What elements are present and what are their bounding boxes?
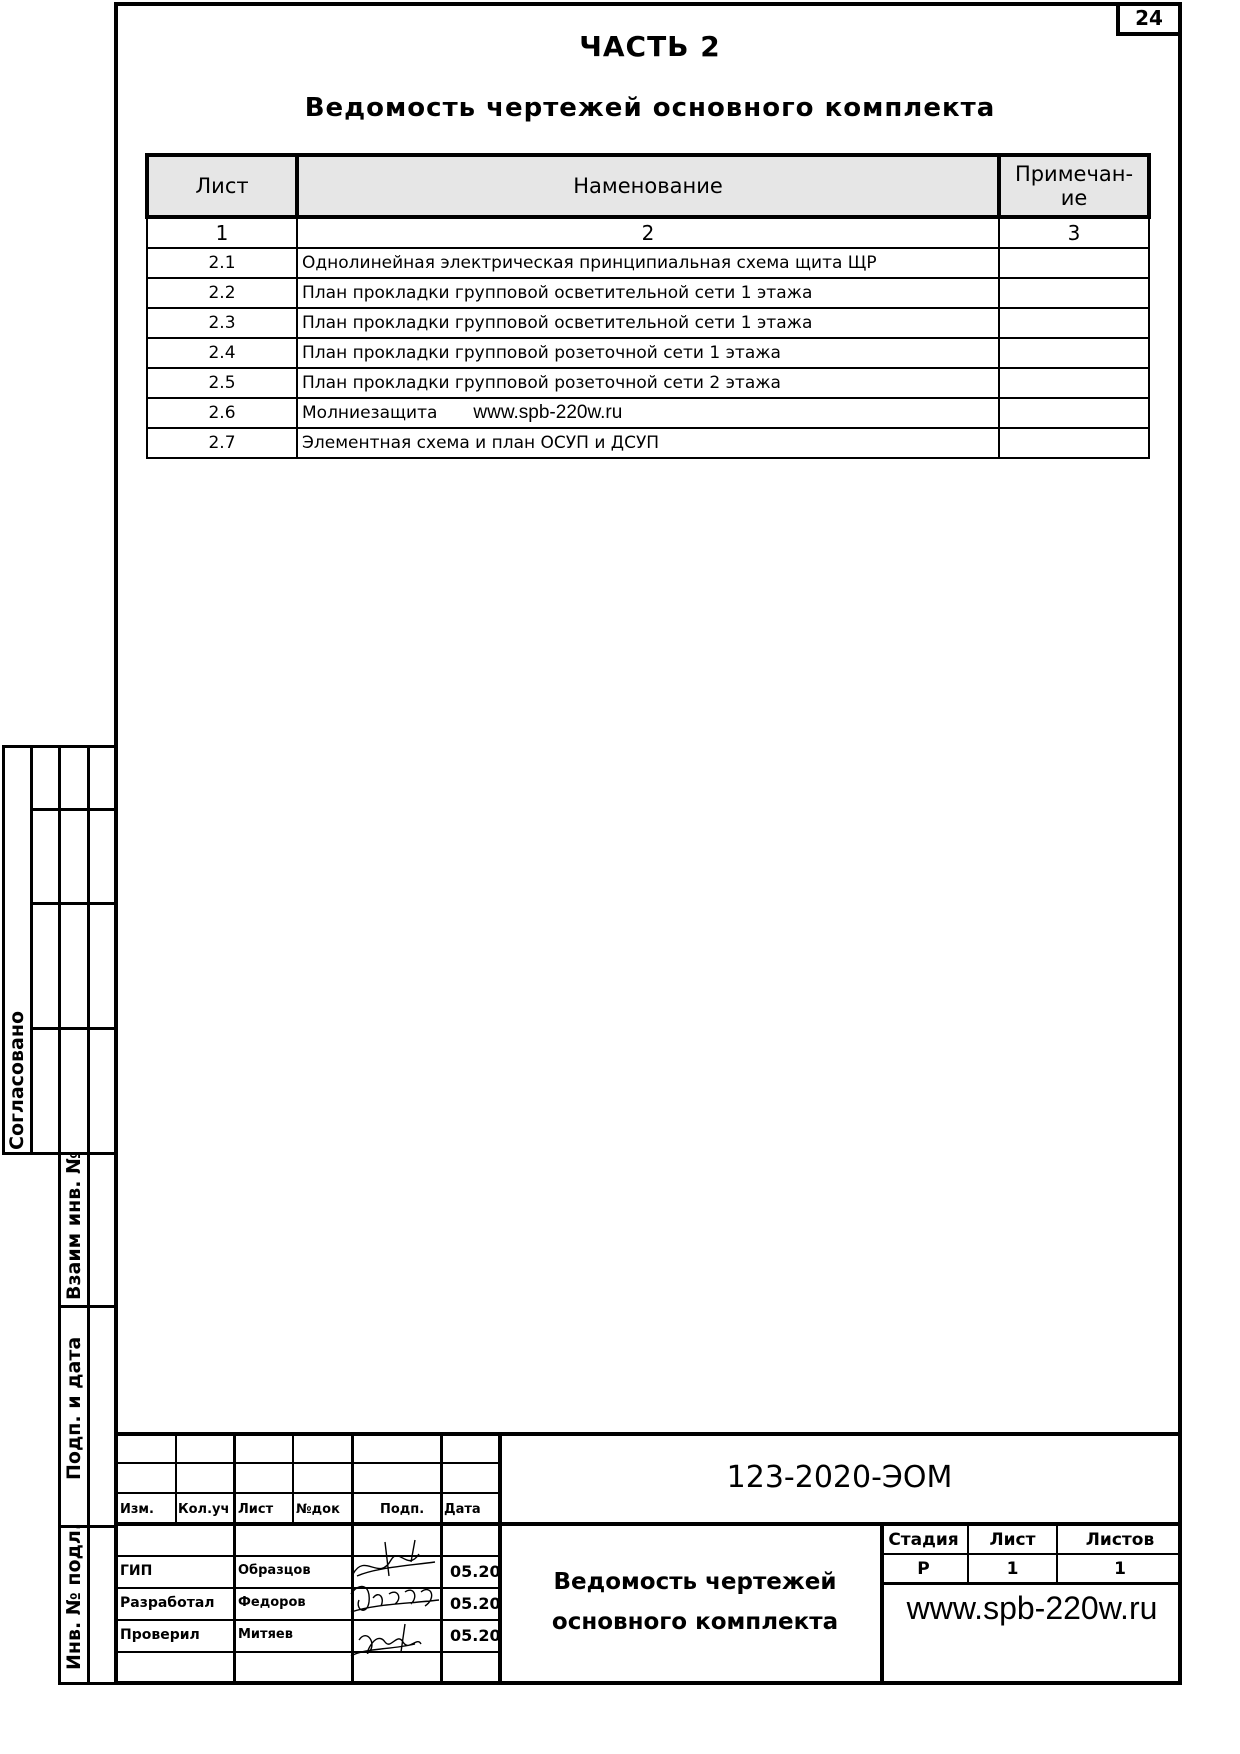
sheets-label: Листов xyxy=(1085,1530,1155,1550)
note-cell xyxy=(999,368,1149,398)
index-cell: 2 xyxy=(297,217,999,248)
person-name: Федоров xyxy=(238,1595,306,1610)
divider xyxy=(30,1027,117,1030)
col-header-sign: Подп. xyxy=(380,1502,425,1517)
name-cell: План прокладки групповой розеточной сети 1 этажа xyxy=(297,338,999,368)
signatures-image xyxy=(345,1532,445,1672)
index-cell: 1 xyxy=(147,217,297,248)
table-row xyxy=(147,248,1149,278)
table-row xyxy=(147,368,1149,398)
divider xyxy=(233,1434,236,1685)
agreed-label: Согласовано xyxy=(6,1010,28,1150)
name-text: Молниезащита xyxy=(302,403,438,423)
divider xyxy=(175,1434,177,1524)
role-label: Проверил xyxy=(120,1627,200,1643)
page-number: 24 xyxy=(1116,2,1182,36)
sign-date: 05.20 xyxy=(450,1594,501,1613)
note-cell xyxy=(999,428,1149,458)
sheet-cell: 2.5 xyxy=(147,368,297,398)
index-cell: 3 xyxy=(999,217,1149,248)
divider xyxy=(87,1152,90,1685)
sheet-title xyxy=(520,1562,870,1642)
sheet-title-line1: Ведомость чертежей xyxy=(553,1569,837,1595)
sheet-cell: 2.4 xyxy=(147,338,297,368)
sheet-cell: 2.3 xyxy=(147,308,297,338)
table-row xyxy=(147,428,1149,458)
col-header-docno: №док xyxy=(296,1502,340,1517)
table-header-row xyxy=(147,155,1149,217)
name-cell: План прокладки групповой осветительной сети 1 этажа xyxy=(297,278,999,308)
sheet-cell: 2.7 xyxy=(147,428,297,458)
divider xyxy=(30,745,33,1155)
name-cell: Однолинейная электрическая принципиальная схема щита ЩР xyxy=(297,248,999,278)
table-row xyxy=(147,308,1149,338)
col-header-sheet: Лист xyxy=(238,1502,274,1517)
sheet-cell: 2.2 xyxy=(147,278,297,308)
name-cell: План прокладки групповой розеточной сети 2 этажа xyxy=(297,368,999,398)
divider xyxy=(30,808,117,811)
note-cell xyxy=(999,308,1149,338)
sheet-value: 1 xyxy=(1006,1559,1019,1579)
doc-code: 123-2020-ЭОМ xyxy=(726,1460,953,1495)
part-title: ЧАСТЬ 2 xyxy=(579,30,721,63)
divider xyxy=(116,1522,1182,1526)
website-link[interactable]: www.spb-220w.ru xyxy=(906,1590,1158,1626)
divider xyxy=(30,902,117,905)
stage-value: Р xyxy=(917,1559,930,1579)
header-note: Примечан-ие xyxy=(999,155,1149,217)
note-cell xyxy=(999,248,1149,278)
divider xyxy=(58,1305,117,1308)
note-cell xyxy=(999,338,1149,368)
table-row xyxy=(147,338,1149,368)
divider xyxy=(87,745,90,1155)
doc-title: Ведомость чертежей основного комплекта xyxy=(304,93,996,123)
table-index-row xyxy=(147,217,1149,248)
sheet-cell: 2.6 xyxy=(147,398,297,428)
name-cell: План прокладки групповой осветительной сети 1 этажа xyxy=(297,308,999,338)
col-header-qty: Кол.уч xyxy=(178,1502,230,1517)
sheet-title-line2: основного комплекта xyxy=(551,1609,839,1635)
sign-date: 05.20 xyxy=(450,1626,501,1645)
sign-date-label: Подп. и дата xyxy=(63,1336,85,1480)
col-header-change: Изм. xyxy=(120,1502,154,1517)
divider xyxy=(58,745,61,1155)
note-cell xyxy=(999,278,1149,308)
divider xyxy=(880,1553,1182,1555)
inv-orig-label: Инв. № подл. xyxy=(63,1522,85,1670)
header-sheet: Лист xyxy=(147,155,297,217)
col-header-date: Дата xyxy=(444,1502,481,1517)
inv-swap-label: Взаим инв. № xyxy=(63,1151,85,1300)
name-cell: Элементная схема и план ОСУП и ДСУП xyxy=(297,428,999,458)
sheet-cell: 2.1 xyxy=(147,248,297,278)
divider xyxy=(880,1582,1182,1585)
sheets-value: 1 xyxy=(1114,1559,1126,1579)
stage-label: Стадия xyxy=(888,1530,959,1550)
table-row xyxy=(147,278,1149,308)
header-name: Наменование xyxy=(297,155,999,217)
role-label: ГИП xyxy=(120,1563,153,1579)
name-cell xyxy=(297,398,999,428)
role-label: Разработал xyxy=(120,1595,215,1611)
table-row xyxy=(147,398,1149,428)
person-name: Митяев xyxy=(238,1627,293,1642)
person-name: Образцов xyxy=(238,1563,311,1578)
sign-date: 05.20 xyxy=(450,1562,501,1581)
website-link[interactable]: www.spb-220w.ru xyxy=(473,402,623,423)
sheet-label: Лист xyxy=(989,1530,1036,1550)
divider xyxy=(292,1434,294,1524)
note-cell xyxy=(999,398,1149,428)
drawings-table xyxy=(145,153,1151,459)
